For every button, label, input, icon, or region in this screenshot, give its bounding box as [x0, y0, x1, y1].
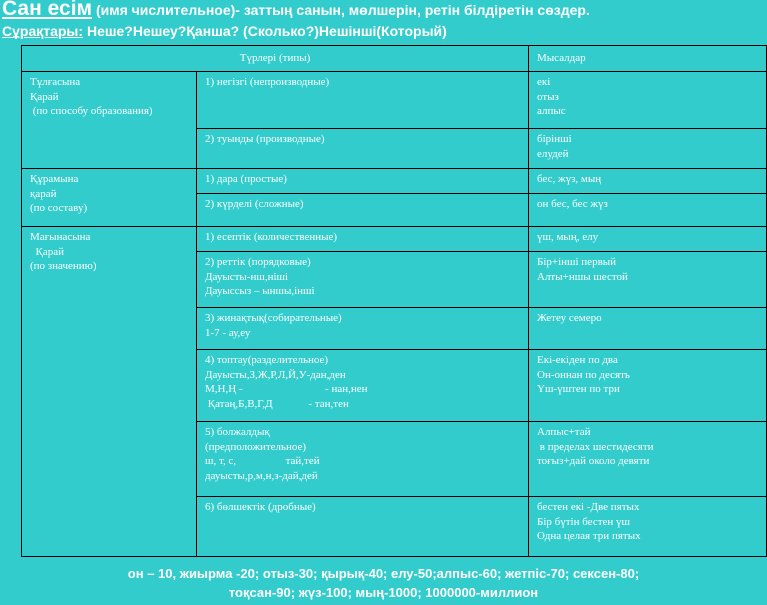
- cell-line: Алты+ншы шестой: [537, 270, 628, 283]
- questions-text: Неше?Нешеу?Қанша? (Сколько?)Нешінші(Который): [83, 23, 447, 39]
- cell-line: үш, мың, елу: [537, 231, 599, 243]
- cell-line: Алпыс+тай: [537, 426, 591, 438]
- cell-line: Одна целая три пятых: [537, 530, 641, 542]
- cell-line: бірінші: [537, 133, 572, 145]
- examples-cell: [529, 497, 767, 557]
- cell-line: отыз: [537, 90, 559, 103]
- cell-line: (по способу образования): [30, 105, 153, 117]
- cell-line: 2) күрделі (сложные): [205, 198, 304, 210]
- examples-cell: [529, 72, 767, 129]
- numeral-types-table: [21, 45, 767, 557]
- type-cell: [197, 497, 529, 557]
- type-cell: [197, 227, 529, 252]
- cell-line: алпыс: [537, 105, 566, 117]
- type-cell: [197, 252, 529, 308]
- type-cell: [197, 350, 529, 422]
- cell-line: (по составу): [30, 202, 88, 214]
- cell-line: (по значению): [30, 260, 97, 272]
- cell-line: Қарай: [30, 90, 59, 103]
- cell-line: Жетеу семеро: [537, 312, 602, 324]
- cell-line: Мағынасына: [30, 231, 91, 243]
- cell-line: бес, жүз, мың: [537, 173, 602, 185]
- examples-cell: [529, 227, 767, 252]
- cell-line: он бес, бес жүз: [537, 198, 608, 210]
- type-cell: [197, 129, 529, 169]
- cell-line: 2) реттік (порядковые): [205, 256, 311, 268]
- table-row: [22, 169, 767, 194]
- table-row: [22, 72, 767, 129]
- title-main: Сан есім: [2, 0, 93, 20]
- type-cell: [197, 308, 529, 350]
- cell-line: Дауысты-нш,ніші: [205, 270, 289, 283]
- cell-line: М,Н,Ң - - нан,нен: [205, 383, 368, 395]
- title-definition: (имя числительное)- заттың санын, мөлшерін, ретін білдіретін сөздер.: [92, 2, 590, 18]
- cell-line: Бір бүтін бестен үш: [537, 515, 631, 528]
- type-cell: [197, 169, 529, 194]
- cell-line: Дауысты,З,Ж,Р,Л,Й,У-дан,ден: [205, 368, 346, 381]
- cell-line: Тұлғасына: [30, 76, 81, 88]
- examples-cell: [529, 129, 767, 169]
- cell-line: Үш-үштен по три: [537, 383, 620, 395]
- header-examples: Мысалдар: [529, 46, 767, 72]
- examples-cell: [529, 422, 767, 497]
- cell-line: Бір+інші первый: [537, 256, 617, 268]
- footer-numbers: [0, 564, 767, 602]
- examples-cell: [529, 194, 767, 227]
- cell-line: елудей: [537, 147, 569, 160]
- cell-line: ш, т, с, тай,тей: [205, 455, 320, 467]
- group-label-cell: [22, 72, 197, 169]
- cell-line: тоғыз+дай около девяти: [537, 455, 650, 467]
- cell-line: 2) туынды (производные): [205, 133, 325, 145]
- cell-line: в пределах шестидесяти: [537, 440, 654, 453]
- type-cell: [197, 422, 529, 497]
- table-row: [22, 227, 767, 252]
- cell-line: 1-7 - ау,еу: [205, 326, 251, 339]
- type-cell: [197, 194, 529, 227]
- questions-line: [2, 23, 447, 39]
- cell-line: 1) негізгі (непроизводные): [205, 76, 330, 88]
- footer-line-2: тоқсан-90; жүз-100; мың-1000; 1000000-миллион: [228, 585, 539, 600]
- questions-label: Сұрақтары:: [2, 23, 84, 39]
- cell-line: екі: [537, 76, 551, 88]
- cell-line: қарай: [30, 187, 57, 200]
- cell-line: бестен екі -Две пятых: [537, 501, 640, 513]
- cell-line: (предположительное): [205, 440, 307, 453]
- cell-line: Қатаң,Б,В,Г,Д - тан,тен: [205, 397, 349, 410]
- cell-line: 1) дара (простые): [205, 173, 287, 185]
- cell-line: 5) болжалдық: [205, 426, 270, 438]
- table-header-row: [22, 46, 767, 72]
- cell-line: дауысты,р,м,н,з-дай,дей: [205, 469, 318, 482]
- type-cell: [197, 72, 529, 129]
- cell-line: Он-оннан по десять: [537, 368, 630, 381]
- footer-line-1: он – 10, жиырма -20; отыз-30; қырық-40; елу-50;алпыс-60; жетпіс-70; сексен-80;: [127, 566, 640, 581]
- examples-cell: [529, 252, 767, 308]
- cell-line: 1) есептік (количественные): [205, 231, 338, 243]
- title-line: [2, 0, 590, 21]
- cell-line: 4) топтау(разделительное): [205, 354, 329, 366]
- group-label-cell: [22, 227, 197, 557]
- header-types: Түрлері (типы): [22, 46, 529, 72]
- examples-cell: [529, 350, 767, 422]
- cell-line: Екі-екіден по два: [537, 354, 618, 366]
- examples-cell: [529, 308, 767, 350]
- cell-line: 3) жинақтық(собирательные): [205, 312, 342, 324]
- cell-line: 6) бөлшектік (дробные): [205, 501, 316, 513]
- cell-line: Дауыссыз – ыншы,інші: [205, 285, 315, 297]
- group-label-cell: [22, 169, 197, 227]
- examples-cell: [529, 169, 767, 194]
- cell-line: Қарай: [30, 245, 64, 258]
- cell-line: Құрамына: [30, 173, 79, 185]
